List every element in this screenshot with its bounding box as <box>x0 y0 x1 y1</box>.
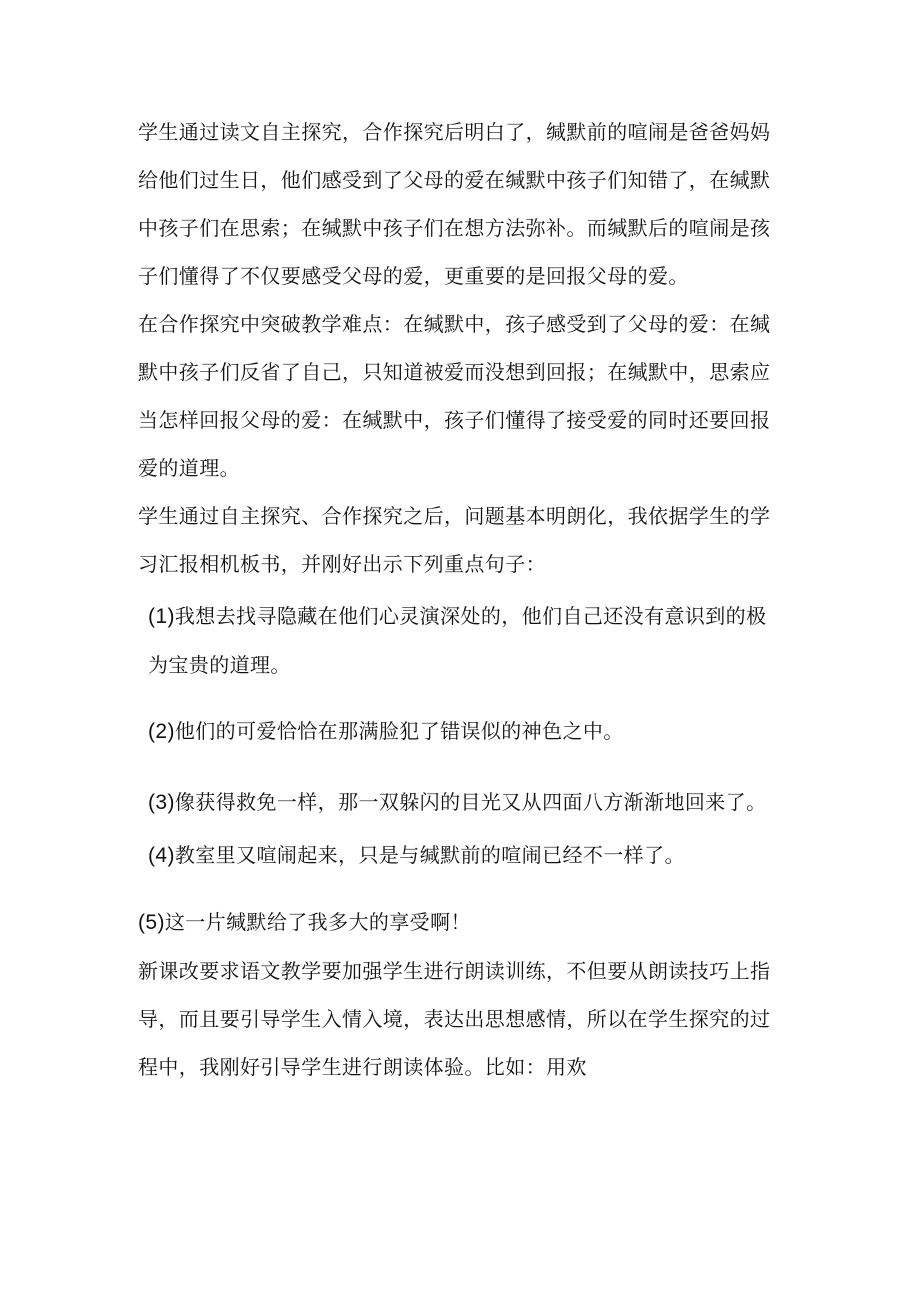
key-sentence-3 <box>138 778 786 827</box>
sentence-number: (2) <box>148 720 175 743</box>
key-sentence-1 <box>138 592 786 689</box>
sentence-text: 我想去找寻隐藏在他们心灵演深处的，他们自己还没有意识到的极为宝贵的道理。 <box>148 604 767 677</box>
sentence-text: 教室里又喧闹起来，只是与缄默前的喧闹已经不一样了。 <box>174 843 685 867</box>
sentence-number: (1) <box>148 605 175 628</box>
key-sentence-2 <box>138 707 786 756</box>
paragraph-inquiry-result: 学生通过读文自主探究，合作探究后明白了，缄默前的喧闹是爸爸妈妈给他们过生日，他们感受到了父母的爱在缄默中孩子们知错了，在缄默中孩子们在思索；在缄默中孩子们在想方法弥补。而缄默后的喧闹是孩子们懂得了不仅要感受父母的爱，更重要的是回报父母的爱。 <box>138 120 771 288</box>
sentence-text: 像获得救免一样，那一双躲闪的目光又从四面八方渐渐地回来了。 <box>174 790 767 814</box>
sentence-text: 他们的可爱恰恰在那满脸犯了错误似的神色之中。 <box>174 719 624 743</box>
sentence-number: (3) <box>148 791 175 814</box>
sentence-number: (4) <box>148 844 175 867</box>
key-sentence-5 <box>138 898 786 947</box>
key-sentence-4 <box>138 831 786 880</box>
paragraph-reading-training: 新课改要求语文教学要加强学生进行朗读训练，不但要从朗读技巧上指导，而且要引导学生入情入境，表达出思想感情，所以在学生探究的过程中，我刚好引导学生进行朗读体验。比如：用欢 <box>138 959 771 1079</box>
document-body <box>138 108 786 1091</box>
paragraph-teaching-difficulty: 在合作探究中突破教学难点：在缄默中，孩子感受到了父母的爱：在缄默中孩子们反省了自己，只知道被爱而没想到回报；在缄默中，思索应当怎样回报父母的爱：在缄默中，孩子们懂得了接受爱的同时还要回报爱的道理。 <box>138 312 771 480</box>
sentence-text: 这一片缄默给了我多大的享受啊！ <box>164 910 471 934</box>
sentence-number: (5) <box>138 911 165 934</box>
paragraph-key-sentences-intro: 学生通过自主探究、合作探究之后，问题基本明朗化，我依据学生的学习汇报相机板书，并刚好出示下列重点句子： <box>138 504 771 576</box>
